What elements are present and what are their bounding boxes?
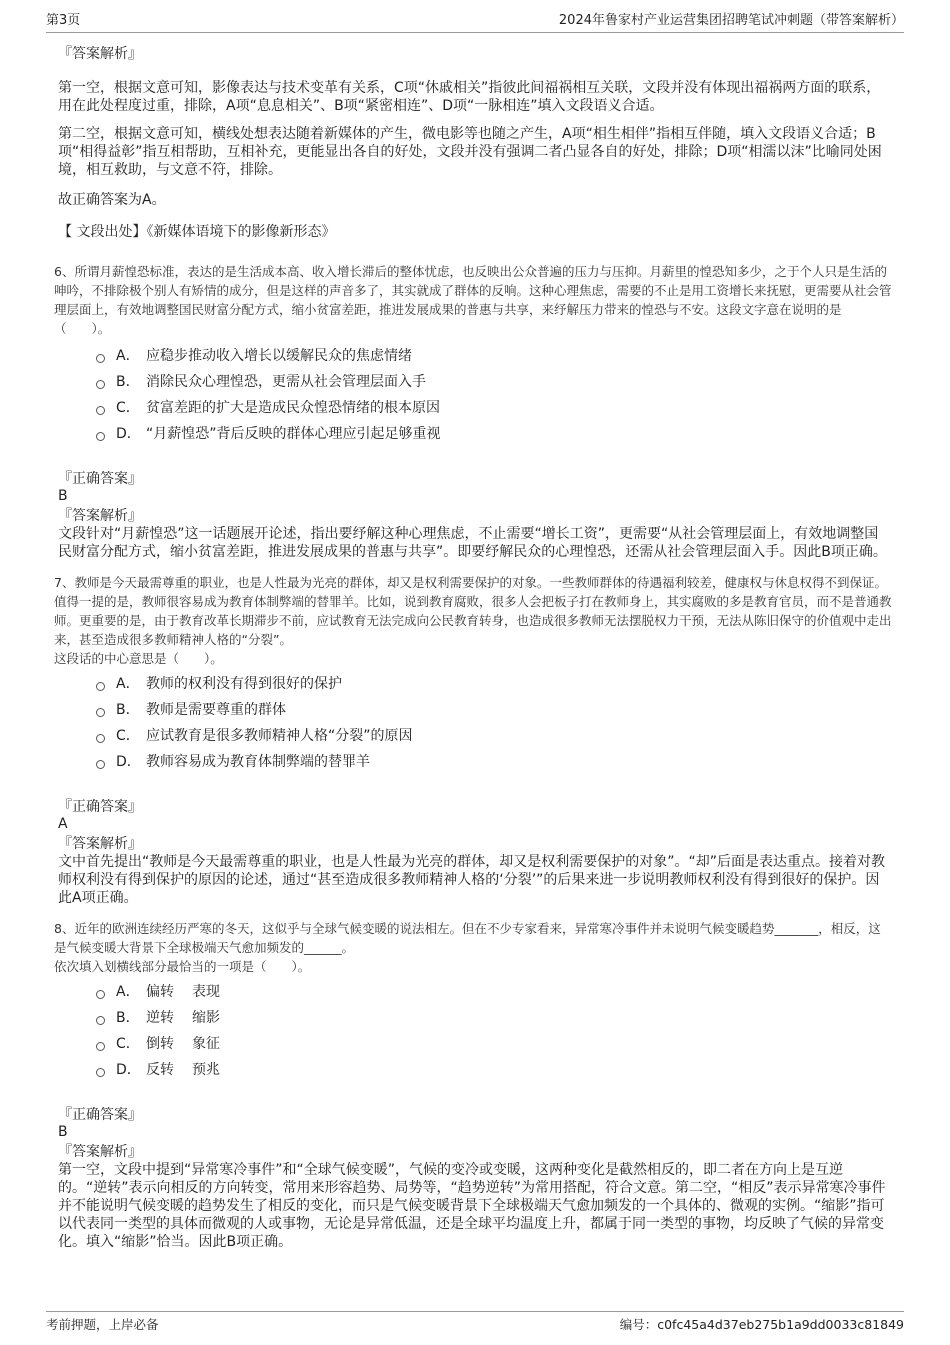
q8-option-c[interactable]: C． 倒转 象征 [96, 1031, 892, 1057]
page-footer [46, 1311, 904, 1334]
q8-option-a[interactable]: A． 偏转 表现 [96, 979, 892, 1005]
q6-analysis: 文段针对“月薪惶恐”这一话题展开论述，指出要纾解这种心理焦虑，不止需要“增长工资”，更需要“从社会管理层面上，有效地调整国民财富分配方式，缩小贫富差距，推进发展成果的普惠与共享”。即要纾解民众的心理惶恐，还需从社会管理层面入手。因此B项正确。 [58, 526, 887, 560]
q8-options [96, 979, 892, 1083]
q7-option-b[interactable]: B． 教师是需要尊重的群体 [96, 697, 892, 723]
q7-option-c[interactable]: C． 应试教育是很多教师精神人格“分裂”的原因 [96, 723, 892, 749]
radio-icon[interactable] [96, 354, 105, 363]
q7-answer-label: 『正确答案』 [58, 799, 142, 815]
q8-question-text: 8、近年的欧洲连续经历严寒的冬天，这似乎与全球气候变暖的说法相左。但在不少专家看来，异常寒冷事件并未说明气候变暖趋势_______，相反，这是气候变暖大背景下全球极端天气愈加频发的______。 [54, 921, 881, 955]
q6-option-d[interactable]: D． “月薪惶恐”背后反映的群体心理应引起足够重视 [96, 421, 892, 447]
q7-options [96, 671, 892, 775]
radio-icon[interactable] [96, 432, 105, 441]
radio-icon[interactable] [96, 990, 105, 999]
document-title: 2024年鲁家村产业运营集团招聘笔试冲刺题（带答案解析） [558, 13, 904, 28]
q7-option-d[interactable]: D． 教师容易成为教育体制弊端的替罪羊 [96, 749, 892, 775]
q6-option-c[interactable]: C． 贫富差距的扩大是造成民众惶恐情绪的根本原因 [96, 395, 892, 421]
radio-icon[interactable] [96, 380, 105, 389]
q8-question-prompt: 依次填入划横线部分最恰当的一项是（ ）。 [54, 959, 311, 974]
page-header [46, 10, 904, 33]
q5-analysis-conclusion: 故正确答案为A。 [58, 192, 166, 208]
q7-analysis: 文中首先提出“教师是今天最需尊重的职业，也是人性最为光亮的群体，却又是权利需要保护的对象”。“却”后面是表达重点。接着对教师权利没有得到保护的原因的论述，通过“甚至造成很多教师精神人格的‘分裂’”的后果来进一步说明教师权利没有得到很好的保护。因此A项正确。 [58, 854, 886, 906]
page-number: 第3页 [46, 13, 81, 28]
q7-option-a[interactable]: A． 教师的权利没有得到很好的保护 [96, 671, 892, 697]
q5-analysis-paragraph-2: 第二空，根据文意可知，横线处想表达随着新媒体的产生，微电影等也随之产生，A项“相生相伴”指相互伴随，填入文段语义合适；B项“相得益彰”指互相帮助，互相补充，更能显出各自的好处，文段并没有强调二者凸显各自的好处，排除；D项“相濡以沫”比喻同处困境，相互救助，与文意不符，排除。 [58, 126, 882, 178]
q8-answer: B [58, 1124, 68, 1140]
page-content [54, 46, 892, 1251]
q5-source: 【 文段出处】《新媒体语境下的影像新形态》 [58, 224, 336, 240]
q6-options [96, 343, 892, 447]
radio-icon[interactable] [96, 708, 105, 717]
radio-icon[interactable] [96, 1016, 105, 1025]
q8-answer-label: 『正确答案』 [58, 1107, 142, 1123]
radio-icon[interactable] [96, 1068, 105, 1077]
radio-icon[interactable] [96, 406, 105, 415]
radio-icon[interactable] [96, 1042, 105, 1051]
q6-answer: B [58, 488, 68, 504]
document-code: 编号：c0fc45a4d37eb275b1a9dd0033c81849 [619, 1317, 904, 1332]
q6-analysis-label: 『答案解析』 [58, 508, 142, 524]
q6-answer-label: 『正确答案』 [58, 471, 142, 487]
radio-icon[interactable] [96, 734, 105, 743]
q7-question-prompt: 这段话的中心意思是（ ）。 [54, 651, 223, 666]
q7-analysis-label: 『答案解析』 [58, 836, 142, 852]
q6-option-b[interactable]: B． 消除民众心理惶恐，更需从社会管理层面入手 [96, 369, 892, 395]
q6-question-text: 6、所谓月薪惶恐标准，表达的是生活成本高、收入增长滞后的整体忧虑，也反映出公众普遍的压力与压抑。月薪里的惶恐知多少，之于个人只是生活的呻吟，不排除极个别人有矫情的成分，但是这样的声音多了，其实就成了群体的反响。这种心理焦虑，需要的不止是用工资增长来抚慰，更需要从社会管理层面上，有效地调整国民财富分配方式，缩小贫富差距，推进发展成果的普惠与共享，来纾解压力带来的惶恐与不安。这段文字意在说明的是（ ）。 [54, 264, 892, 336]
q8-option-b[interactable]: B． 逆转 缩影 [96, 1005, 892, 1031]
q5-analysis-paragraph-1: 第一空，根据文意可知，影像表达与技术变革有关系，C项“休戚相关”指彼此间福祸相互关联，文段并没有体现出福祸两方面的联系，用在此处程度过重，排除，A项“息息相关”、B项“紧密相连”、D项“一脉相连”填入文段语义合适。 [58, 80, 881, 114]
radio-icon[interactable] [96, 682, 105, 691]
footer-slogan: 考前押题，上岸必备 [46, 1317, 159, 1332]
q7-answer: A [58, 816, 68, 832]
q8-analysis-label: 『答案解析』 [58, 1144, 142, 1160]
q8-option-d[interactable]: D． 反转 预兆 [96, 1057, 892, 1083]
q7-question-text: 7、教师是今天最需尊重的职业，也是人性最为光亮的群体，却又是权利需要保护的对象。一些教师群体的待遇福利较差，健康权与休息权得不到保证。值得一提的是，教师很容易成为教育体制弊端的替罪羊。比如，说到教育腐败，很多人会把板子打在教师身上，其实腐败的多是教育官员，而不是普通教师。更重要的是，由于教育改革长期滞步不前，应试教育无法完成向公民教育转身，也造成很多教师无法摆脱权力干预，无法从陈旧保守的价值观中走出来，甚至造成很多教师精神人格的“分裂”。 [54, 575, 892, 647]
q6-option-a[interactable]: A． 应稳步推动收入增长以缓解民众的焦虑情绪 [96, 343, 892, 369]
q8-analysis: 第一空，文段中提到“异常寒冷事件”和“全球气候变暖”，气候的变冷或变暖，这两种变化是截然相反的，即二者在方向上是互逆的。“逆转”表示向相反的方向转变，常用来形容趋势、局势等，“趋势逆转”为常用搭配，符合文意。第二空，“相反”表示异常寒冷事件并不能说明气候变暖的趋势发生了相反的变化，而只是气候变暖背景下全球极端天气愈加频发的一个具体的、微观的实例。“缩影”指可以代表同一类型的具体而微观的人或事物，无论是异常低温，还是全球平均温度上升，都属于同一类型的事物，均反映了气候的异常变化。填入“缩影”恰当。因此B项正确。 [58, 1162, 886, 1250]
q5-analysis-label: 『答案解析』 [58, 46, 142, 62]
radio-icon[interactable] [96, 760, 105, 769]
